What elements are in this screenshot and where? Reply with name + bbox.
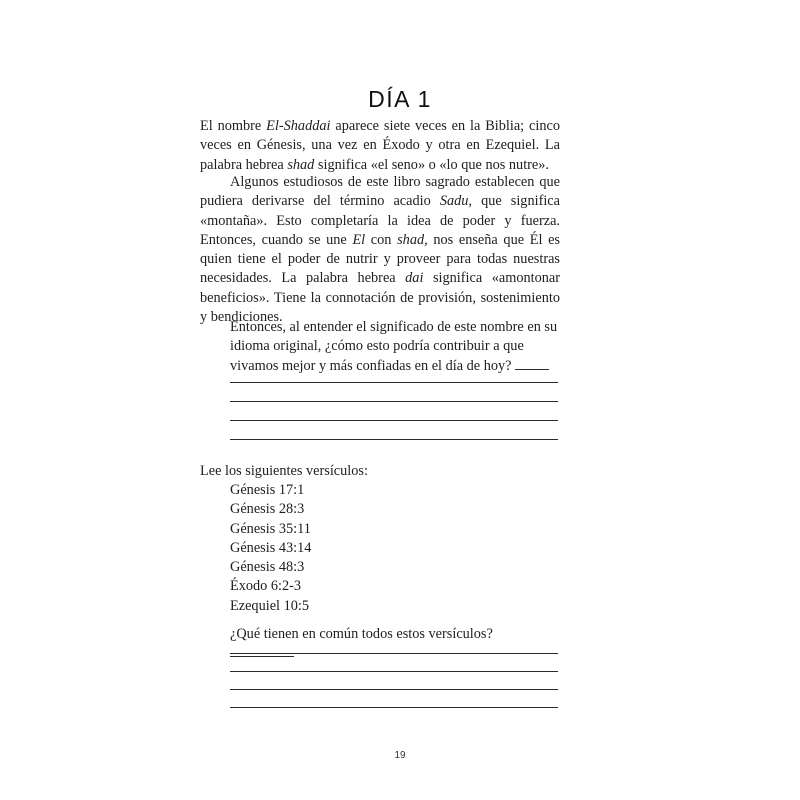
text-run: significa «amontonar beneficios». Tiene la connotación de provisión, sostenimiento y bendiciones. [200, 270, 560, 326]
verses-list [230, 481, 311, 616]
verse-item: Ezequiel 10:5 [230, 597, 310, 614]
answer-line[interactable] [230, 401, 558, 402]
answer-line[interactable] [230, 707, 558, 708]
verse-item: Génesis 28:3 [230, 501, 305, 518]
text-run: significa «el seno» o «lo que nos nutre». [314, 156, 549, 173]
verse-item: Génesis 48:3 [230, 559, 305, 576]
text-run: nos enseña que Él es quien tiene el poder de nutrir y proveer para todas nuestras necesidades. La palabra hebrea [200, 231, 560, 287]
page-title: DÍA 1 [368, 86, 432, 112]
question-1-text: Entonces, al entender el significado de este nombre en su idioma original, ¿cómo esto podría contribuir a que vivamos mejor y más confiadas en el día de hoy? [230, 319, 558, 374]
text-run: Algunos estudiosos de este libro sagrado establecen que pudiera derivarse del término acadio [200, 174, 560, 210]
answer-blank-inline[interactable] [230, 644, 294, 657]
verse-item: Génesis 43:14 [230, 539, 312, 556]
verse-item: Génesis 17:1 [230, 482, 305, 498]
answer-line[interactable] [230, 420, 558, 421]
text-run: El nombre [200, 118, 267, 134]
italic-term: El [352, 231, 366, 248]
text-run: que significa «montaña». Esto completaría la idea de poder y fuerza. Entonces, cuando se une [200, 193, 560, 248]
page-number: 19 [394, 750, 406, 761]
text-run: aparece siete veces en la Biblia; cinco veces en Génesis, una vez en Éxodo y otra en Ezequiel. La palabra hebrea [200, 118, 560, 173]
paragraph-2 [200, 173, 560, 327]
italic-term: El-Shaddai [266, 118, 331, 134]
italic-term: shad [287, 156, 315, 173]
verse-item: Génesis 35:11 [230, 520, 311, 537]
question-2-text: ¿Qué tienen en común todos estos versículos? [230, 626, 493, 642]
paragraph-1-text [200, 117, 560, 175]
answer-line[interactable] [230, 439, 558, 440]
italic-term: dai [405, 270, 424, 287]
verses-intro: Lee los siguientes versículos: [200, 463, 368, 479]
paragraph-1 [200, 117, 560, 175]
italic-term: shad, [397, 231, 428, 248]
answer-line[interactable] [230, 689, 558, 690]
italic-term: Sadu, [439, 193, 472, 210]
answer-blank-inline[interactable] [515, 357, 549, 370]
question-1 [230, 318, 560, 376]
answer-line[interactable] [230, 382, 558, 383]
text-run: con [365, 231, 398, 248]
answer-line[interactable] [230, 671, 558, 672]
paragraph-2-text [200, 173, 560, 327]
question-2 [230, 625, 560, 664]
verse-item: Éxodo 6:2-3 [230, 578, 302, 595]
answer-line[interactable] [230, 653, 558, 654]
